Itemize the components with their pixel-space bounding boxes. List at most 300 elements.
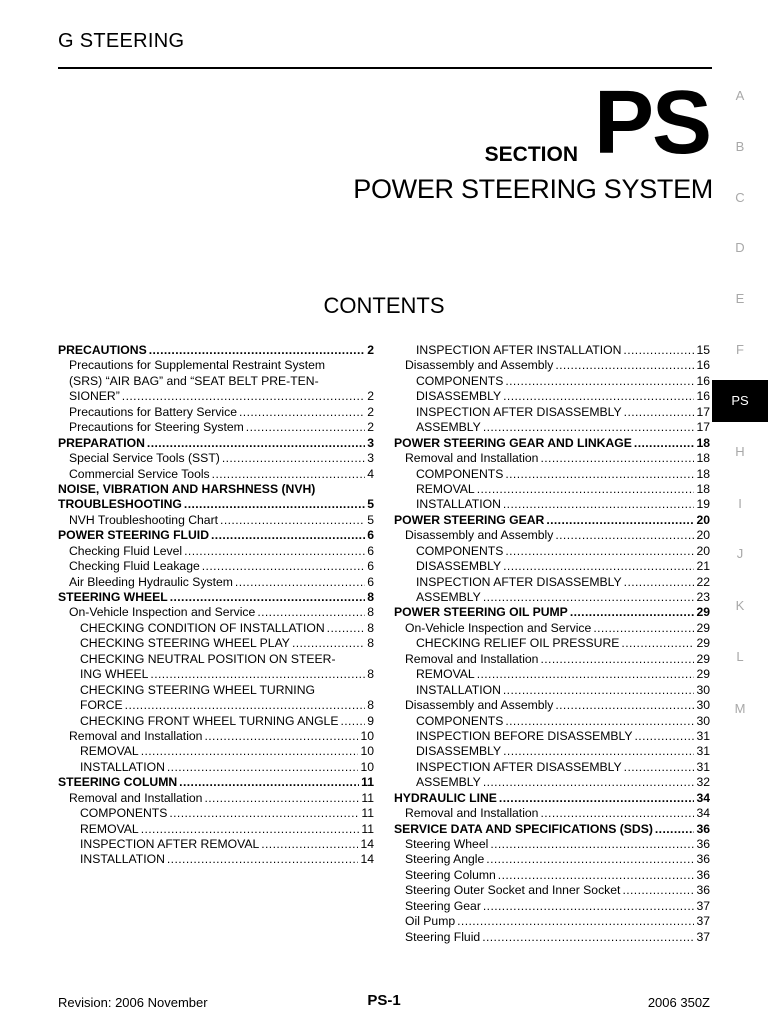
toc-entry-label: CHECKING STEERING WHEEL PLAY xyxy=(80,636,290,651)
toc-leader-dots xyxy=(499,791,695,806)
toc-leader-dots xyxy=(635,729,695,744)
toc-page-number: 37 xyxy=(696,898,710,913)
toc-entry-label: DISASSEMBLY xyxy=(416,559,502,574)
toc-leader-dots xyxy=(505,374,694,389)
toc-entry-label: COMPONENTS xyxy=(416,466,504,481)
toc-page-number: 34 xyxy=(696,806,710,821)
section-tab-h[interactable]: H xyxy=(735,444,745,459)
toc-page-number: 4 xyxy=(367,466,374,481)
toc-leader-dots xyxy=(167,760,359,775)
toc-leader-dots xyxy=(555,358,694,373)
toc-page-number: 8 xyxy=(367,636,374,651)
toc-page-number: 11 xyxy=(361,790,374,805)
section-tab-k[interactable]: K xyxy=(735,598,745,613)
toc-entry-label: Precautions for Battery Service xyxy=(69,404,237,419)
toc-entry[interactable] xyxy=(58,575,374,590)
toc-leader-dots xyxy=(621,636,694,651)
toc-leader-dots xyxy=(555,698,694,713)
toc-entry[interactable] xyxy=(394,544,710,559)
toc-entry-label: FORCE xyxy=(80,698,123,713)
toc-page-number: 18 xyxy=(696,435,710,450)
toc-page-number: 8 xyxy=(367,590,374,604)
toc-entry-label: COMPONENTS xyxy=(80,806,168,821)
toc-leader-dots xyxy=(261,837,358,852)
toc-entry-label: COMPONENTS xyxy=(416,713,504,728)
toc-entry[interactable] xyxy=(58,389,374,404)
section-tab-l[interactable]: L xyxy=(736,649,744,664)
toc-entry[interactable] xyxy=(58,791,374,806)
toc-page-number: 16 xyxy=(696,358,710,373)
toc-entry[interactable] xyxy=(394,852,710,867)
toc-entry-label: ASSEMBLY xyxy=(416,775,481,790)
toc-entry[interactable] xyxy=(58,729,374,744)
toc-leader-dots xyxy=(483,775,695,790)
toc-entry[interactable] xyxy=(394,343,710,358)
toc-page-number: 21 xyxy=(696,559,710,574)
toc-page-number: 6 xyxy=(367,574,374,589)
toc-entry-label: POWER STEERING OIL PUMP xyxy=(394,605,568,620)
toc-entry-label: Special Service Tools (SST) xyxy=(69,451,220,466)
toc-leader-dots xyxy=(624,760,695,775)
toc-leader-dots xyxy=(570,605,695,620)
toc-page-number: 36 xyxy=(696,852,710,867)
toc-entry[interactable] xyxy=(394,420,710,435)
toc-entry[interactable] xyxy=(58,343,374,358)
toc-leader-dots xyxy=(505,544,694,559)
section-tab-j[interactable]: J xyxy=(736,546,744,561)
toc-entry-label: Removal and Installation xyxy=(69,790,203,805)
toc-entry[interactable] xyxy=(394,775,710,790)
toc-page-number: 31 xyxy=(696,744,710,759)
toc-entry-label: Removal and Installation xyxy=(405,806,539,821)
toc-page-number: 29 xyxy=(696,620,710,635)
toc-entry-continued[interactable]: CHECKING NEUTRAL POSITION ON STEER- xyxy=(80,651,336,666)
toc-entry-label: Removal and Installation xyxy=(405,451,539,466)
toc-leader-dots xyxy=(483,590,695,605)
toc-page-number: 2 xyxy=(367,420,374,435)
toc-entry-label: ING WHEEL xyxy=(80,667,149,682)
toc-entry-label: Commercial Service Tools xyxy=(69,466,210,481)
toc-entry[interactable] xyxy=(58,837,374,852)
toc-leader-dots xyxy=(483,420,695,435)
toc-entry[interactable] xyxy=(394,868,710,883)
toc-entry[interactable] xyxy=(394,559,710,574)
toc-page-number: 5 xyxy=(367,497,374,512)
toc-entry-label: REMOVAL xyxy=(80,821,139,836)
toc-leader-dots xyxy=(622,883,694,898)
toc-page-number: 2 xyxy=(367,389,374,404)
toc-page-number: 29 xyxy=(696,636,710,651)
toc-leader-dots xyxy=(503,559,694,574)
toc-entry[interactable] xyxy=(394,822,710,837)
toc-entry-label: Removal and Installation xyxy=(69,728,203,743)
toc-leader-dots xyxy=(503,389,694,404)
section-tab-d[interactable]: D xyxy=(735,240,745,255)
toc-leader-dots xyxy=(555,528,694,543)
toc-entry[interactable] xyxy=(394,636,710,651)
toc-leader-dots xyxy=(505,714,694,729)
toc-page-number: 14 xyxy=(360,852,374,867)
toc-leader-dots xyxy=(202,559,365,574)
toc-page-number: 37 xyxy=(696,914,710,929)
toc-entry-label: DISASSEMBLY xyxy=(416,744,502,759)
toc-entry-label: DISASSEMBLY xyxy=(416,389,502,404)
toc-right-column xyxy=(394,343,710,945)
toc-page-number: 36 xyxy=(696,821,710,836)
toc-page-number: 19 xyxy=(696,497,710,512)
toc-page-number: 18 xyxy=(696,451,710,466)
toc-leader-dots xyxy=(498,868,695,883)
toc-leader-dots xyxy=(624,575,695,590)
toc-leader-dots xyxy=(257,605,365,620)
toc-entry-label: SIONER” xyxy=(69,389,120,404)
toc-entry[interactable] xyxy=(58,698,374,713)
toc-entry[interactable] xyxy=(394,652,710,667)
toc-entry-label: COMPONENTS xyxy=(416,543,504,558)
toc-entry-label: On-Vehicle Inspection and Service xyxy=(405,620,592,635)
toc-entry-label: CHECKING FRONT WHEEL TURNING ANGLE xyxy=(80,713,339,728)
toc-entry-label: INSPECTION AFTER INSTALLATION xyxy=(416,343,622,357)
toc-leader-dots xyxy=(540,451,694,466)
toc-entry-label: Steering Fluid xyxy=(405,929,481,944)
section-tab-c[interactable]: C xyxy=(735,190,745,205)
toc-entry[interactable] xyxy=(394,714,710,729)
header-rule xyxy=(58,67,712,69)
toc-entry-continued[interactable]: Precautions for Supplemental Restraint System xyxy=(69,358,326,373)
toc-leader-dots xyxy=(503,497,695,512)
section-title: POWER STEERING SYSTEM xyxy=(353,174,713,204)
toc-entry[interactable] xyxy=(394,513,710,528)
toc-page-number: 2 xyxy=(367,404,374,419)
toc-page-number: 8 xyxy=(367,620,374,635)
toc-leader-dots xyxy=(292,636,365,651)
toc-entry[interactable] xyxy=(58,621,374,636)
toc-entry[interactable] xyxy=(58,420,374,435)
toc-entry-label: ASSEMBLY xyxy=(416,590,481,604)
toc-entry[interactable] xyxy=(58,559,374,574)
toc-page-number: 29 xyxy=(696,605,710,620)
toc-entry[interactable] xyxy=(58,451,374,466)
toc-entry[interactable] xyxy=(394,451,710,466)
toc-leader-dots xyxy=(503,744,694,759)
toc-entry[interactable] xyxy=(58,636,374,651)
toc-entry-label: INSPECTION AFTER REMOVAL xyxy=(80,837,260,851)
toc-leader-dots xyxy=(482,930,694,945)
section-code: PS xyxy=(593,73,710,173)
toc-entry-continued[interactable]: NOISE, VIBRATION AND HARSHNESS (NVH) xyxy=(58,481,316,496)
section-tab-e[interactable]: E xyxy=(735,291,745,306)
toc-entry[interactable] xyxy=(394,683,710,698)
toc-leader-dots xyxy=(204,791,359,806)
toc-entry[interactable] xyxy=(394,930,710,945)
toc-leader-dots xyxy=(503,683,695,698)
toc-page-number: 6 xyxy=(367,543,374,558)
toc-entry-label: INSTALLATION xyxy=(416,497,501,512)
toc-page-number: 11 xyxy=(361,806,374,821)
toc-entry-label: PRECAUTIONS xyxy=(58,343,147,357)
toc-entry-label: Disassembly and Assembly xyxy=(405,528,554,543)
toc-page-number: 11 xyxy=(361,821,374,836)
toc-entry-label: PREPARATION xyxy=(58,435,145,450)
toc-leader-dots xyxy=(141,744,359,759)
section-word: SECTION xyxy=(484,143,578,166)
toc-page-number: 31 xyxy=(696,728,710,743)
toc-entry[interactable] xyxy=(58,605,374,620)
toc-leader-dots xyxy=(340,714,365,729)
toc-entry[interactable] xyxy=(394,914,710,929)
toc-entry[interactable] xyxy=(58,467,374,482)
header-group: G STEERING xyxy=(58,30,185,52)
toc-page-number: 20 xyxy=(696,543,710,558)
toc-page-number: 30 xyxy=(696,713,710,728)
section-tab-f[interactable]: F xyxy=(736,342,744,357)
toc-entry[interactable] xyxy=(394,605,710,620)
toc-leader-dots xyxy=(184,544,365,559)
toc-entry[interactable] xyxy=(394,899,710,914)
toc-leader-dots xyxy=(149,343,366,358)
toc-leader-dots xyxy=(483,899,695,914)
toc-entry-label: INSPECTION BEFORE DISASSEMBLY xyxy=(416,728,633,743)
toc-leader-dots xyxy=(546,513,694,528)
section-tab-ps[interactable]: PS xyxy=(712,380,768,422)
toc-entry[interactable] xyxy=(394,744,710,759)
toc-entry-label: Checking Fluid Leakage xyxy=(69,559,200,574)
toc-entry[interactable] xyxy=(58,590,374,605)
toc-entry-label: STEERING COLUMN xyxy=(58,775,178,790)
toc-entry-label: SERVICE DATA AND SPECIFICATIONS (SDS) xyxy=(394,821,653,836)
toc-entry[interactable] xyxy=(394,791,710,806)
toc-entry-label: Steering Gear xyxy=(405,898,481,913)
toc-page-number: 3 xyxy=(367,435,374,450)
toc-leader-dots xyxy=(477,667,695,682)
toc-leader-dots xyxy=(170,590,366,605)
toc-entry[interactable] xyxy=(394,621,710,636)
toc-leader-dots xyxy=(125,698,366,713)
toc-page-number: 8 xyxy=(367,667,374,682)
toc-page-number: 36 xyxy=(696,867,710,882)
toc-leader-dots xyxy=(211,528,365,543)
toc-leader-dots xyxy=(623,343,694,358)
toc-entry[interactable] xyxy=(394,374,710,389)
toc-entry-label: INSTALLATION xyxy=(80,852,165,867)
toc-entry[interactable] xyxy=(394,497,710,512)
toc-entry[interactable] xyxy=(58,775,374,790)
toc-entry-label: REMOVAL xyxy=(80,744,139,759)
toc-entry-label: INSTALLATION xyxy=(416,682,501,697)
toc-leader-dots xyxy=(624,405,695,420)
toc-page-number: 29 xyxy=(696,667,710,682)
toc-entry[interactable] xyxy=(58,852,374,867)
toc-entry[interactable] xyxy=(394,760,710,775)
toc-leader-dots xyxy=(184,497,365,512)
toc-leader-dots xyxy=(486,852,694,867)
toc-page-number: 10 xyxy=(360,744,374,759)
toc-page-number: 14 xyxy=(360,837,374,851)
toc-page-number: 2 xyxy=(367,343,374,357)
toc-page-number: 18 xyxy=(696,466,710,481)
toc-entry-label: Disassembly and Assembly xyxy=(405,358,554,373)
toc-page-number: 16 xyxy=(696,389,710,404)
toc-page-number: 5 xyxy=(367,512,374,527)
toc-entry[interactable] xyxy=(394,575,710,590)
toc-entry-label: On-Vehicle Inspection and Service xyxy=(69,605,256,620)
toc-page-number: 18 xyxy=(696,481,710,496)
toc-page-number: 20 xyxy=(696,512,710,527)
section-tab-a[interactable]: A xyxy=(735,88,745,103)
toc-entry[interactable] xyxy=(394,837,710,852)
toc-entry-label: REMOVAL xyxy=(416,667,475,682)
toc-page-number: 8 xyxy=(367,605,374,620)
toc-page-number: 17 xyxy=(696,404,710,419)
toc-entry[interactable] xyxy=(394,698,710,713)
toc-leader-dots xyxy=(122,389,365,404)
toc-entry-label: INSTALLATION xyxy=(80,759,165,774)
toc-entry-label: STEERING WHEEL xyxy=(58,590,168,604)
toc-entry-label: Removal and Installation xyxy=(405,651,539,666)
toc-entry-label: POWER STEERING FLUID xyxy=(58,528,209,543)
toc-entry[interactable] xyxy=(58,513,374,528)
toc-page-number: 34 xyxy=(696,790,710,805)
section-tab-i[interactable]: I xyxy=(738,496,742,511)
toc-entry[interactable] xyxy=(58,544,374,559)
toc-entry[interactable] xyxy=(58,822,374,837)
toc-leader-dots xyxy=(147,436,365,451)
toc-page-number: 15 xyxy=(696,343,710,357)
toc-page-number: 32 xyxy=(696,775,710,790)
toc-leader-dots xyxy=(634,436,695,451)
section-tab-b[interactable]: B xyxy=(735,139,745,154)
toc-entry[interactable] xyxy=(394,389,710,404)
toc-entry[interactable] xyxy=(394,806,710,821)
section-tab-m[interactable]: M xyxy=(734,701,746,716)
toc-entry-label: HYDRAULIC LINE xyxy=(394,790,497,805)
toc-entry[interactable] xyxy=(394,729,710,744)
toc-leader-dots xyxy=(141,822,360,837)
toc-page-number: 36 xyxy=(696,837,710,851)
toc-leader-dots xyxy=(239,405,365,420)
toc-leader-dots xyxy=(327,621,366,636)
toc-left-column xyxy=(58,343,374,868)
footer-model: 2006 350Z xyxy=(647,995,710,1010)
toc-page-number: 36 xyxy=(696,883,710,898)
toc-entry-label: ASSEMBLY xyxy=(416,420,481,435)
toc-entry-continued[interactable]: (SRS) “AIR BAG” and “SEAT BELT PRE-TEN- xyxy=(69,373,319,388)
toc-entry[interactable] xyxy=(394,436,710,451)
toc-entry-label: Steering Wheel xyxy=(405,837,489,851)
toc-entry-label: NVH Troubleshooting Chart xyxy=(69,512,219,527)
toc-entry-label: TROUBLESHOOTING xyxy=(58,497,182,512)
toc-page-number: 31 xyxy=(696,759,710,774)
toc-page-number: 30 xyxy=(696,682,710,697)
toc-entry-continued[interactable]: CHECKING STEERING WHEEL TURNING xyxy=(80,682,315,697)
toc-entry-label: Disassembly and Assembly xyxy=(405,698,554,713)
toc-page-number: 37 xyxy=(696,929,710,944)
toc-leader-dots xyxy=(505,467,694,482)
toc-entry-label: REMOVAL xyxy=(416,481,475,496)
toc-entry[interactable] xyxy=(58,667,374,682)
toc-entry[interactable] xyxy=(58,760,374,775)
toc-entry-label: Precautions for Steering System xyxy=(69,420,244,435)
toc-entry[interactable] xyxy=(394,358,710,373)
toc-page-number: 10 xyxy=(360,759,374,774)
toc-entry-label: Steering Angle xyxy=(405,852,485,867)
toc-page-number: 17 xyxy=(696,420,710,435)
toc-page-number: 11 xyxy=(361,775,374,790)
contents-heading: CONTENTS xyxy=(323,293,445,318)
toc-entry[interactable] xyxy=(394,883,710,898)
toc-leader-dots xyxy=(593,621,694,636)
toc-page-number: 6 xyxy=(367,528,374,543)
toc-leader-dots xyxy=(169,806,359,821)
toc-entry-label: INSPECTION AFTER DISASSEMBLY xyxy=(416,404,622,419)
toc-leader-dots xyxy=(212,467,366,482)
toc-leader-dots xyxy=(540,806,694,821)
toc-page-number: 20 xyxy=(696,528,710,543)
toc-leader-dots xyxy=(204,729,358,744)
toc-leader-dots xyxy=(167,852,359,867)
toc-entry[interactable] xyxy=(394,467,710,482)
toc-entry-label: POWER STEERING GEAR xyxy=(394,512,545,527)
toc-page-number: 23 xyxy=(696,590,710,604)
toc-entry-label: Checking Fluid Level xyxy=(69,543,183,558)
toc-leader-dots xyxy=(477,482,695,497)
toc-leader-dots xyxy=(540,652,694,667)
toc-page-number: 10 xyxy=(360,728,374,743)
toc-leader-dots xyxy=(179,775,359,790)
toc-entry[interactable] xyxy=(58,405,374,420)
toc-page-number: 29 xyxy=(696,651,710,666)
toc-entry[interactable] xyxy=(58,714,374,729)
toc-entry-label: CHECKING RELIEF OIL PRESSURE xyxy=(416,636,620,651)
toc-entry[interactable] xyxy=(58,497,374,512)
toc-entry[interactable] xyxy=(394,590,710,605)
toc-page-number: 16 xyxy=(696,373,710,388)
toc-entry-label: INSPECTION AFTER DISASSEMBLY xyxy=(416,759,622,774)
toc-entry-label: Oil Pump xyxy=(405,914,456,929)
toc-entry[interactable] xyxy=(58,744,374,759)
toc-entry[interactable] xyxy=(58,528,374,543)
toc-entry-label: Steering Outer Socket and Inner Socket xyxy=(405,883,621,898)
toc-leader-dots xyxy=(490,837,694,852)
toc-entry[interactable] xyxy=(394,528,710,543)
toc-entry[interactable] xyxy=(394,405,710,420)
toc-page-number: 6 xyxy=(367,559,374,574)
toc-leader-dots xyxy=(220,513,365,528)
footer-revision: Revision: 2006 November xyxy=(58,995,208,1010)
toc-entry[interactable] xyxy=(58,806,374,821)
toc-page-number: 9 xyxy=(367,713,374,728)
toc-leader-dots xyxy=(457,914,694,929)
toc-entry-label: Air Bleeding Hydraulic System xyxy=(69,574,233,589)
toc-page-number: 3 xyxy=(367,451,374,466)
toc-entry-label: Steering Column xyxy=(405,867,496,882)
toc-leader-dots xyxy=(222,451,365,466)
toc-leader-dots xyxy=(235,575,365,590)
toc-leader-dots xyxy=(655,822,695,837)
toc-page-number: 30 xyxy=(696,698,710,713)
toc-page-number: 8 xyxy=(367,698,374,713)
toc-entry-label: COMPONENTS xyxy=(416,373,504,388)
toc-leader-dots xyxy=(150,667,365,682)
toc-entry-label: POWER STEERING GEAR AND LINKAGE xyxy=(394,435,632,450)
footer-page-number: PS-1 xyxy=(367,992,401,1009)
toc-entry[interactable] xyxy=(394,482,710,497)
toc-entry-label: INSPECTION AFTER DISASSEMBLY xyxy=(416,574,622,589)
toc-leader-dots xyxy=(246,420,365,435)
toc-entry-label: CHECKING CONDITION OF INSTALLATION xyxy=(80,620,325,635)
toc-entry[interactable] xyxy=(394,667,710,682)
toc-entry[interactable] xyxy=(58,436,374,451)
